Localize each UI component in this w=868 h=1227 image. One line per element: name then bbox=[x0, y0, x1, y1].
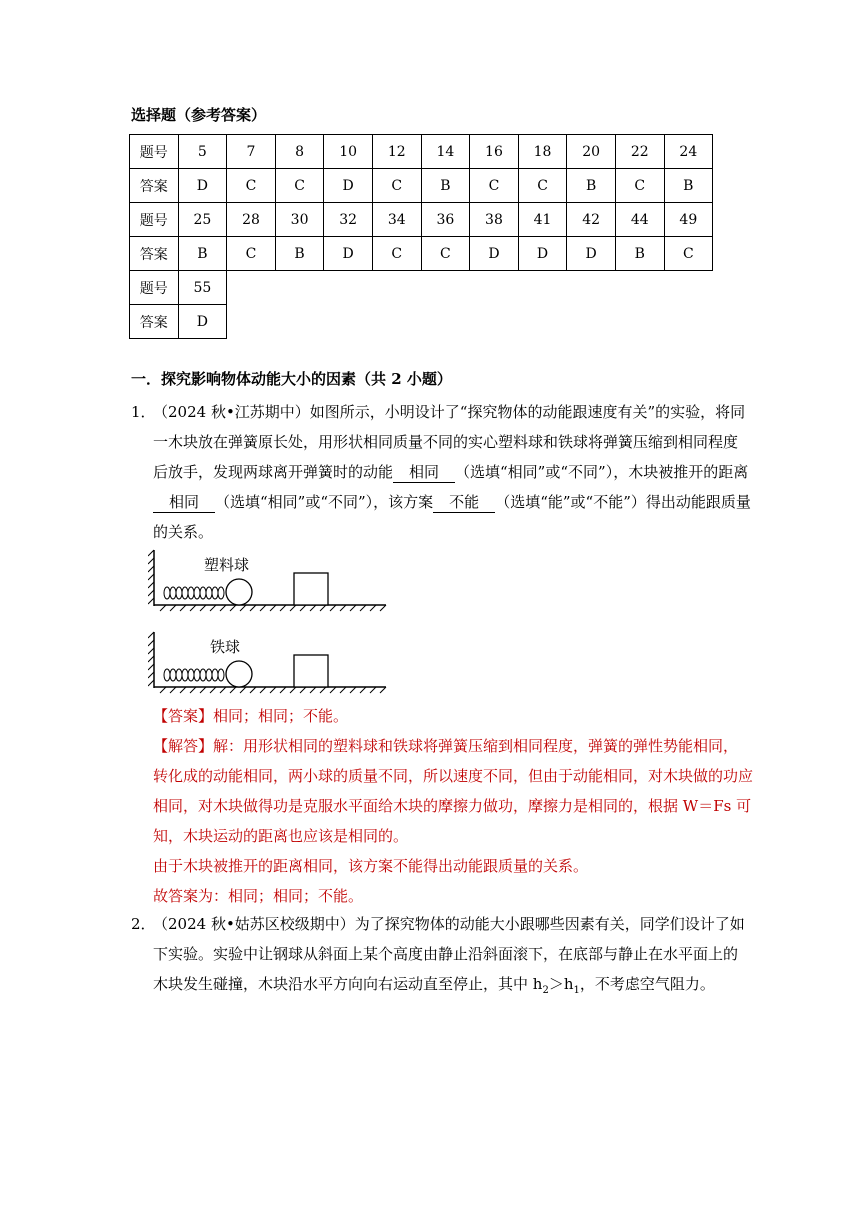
table-empty-cell bbox=[664, 271, 713, 305]
table-cell: 5 bbox=[178, 135, 227, 169]
table-empty-cell bbox=[615, 305, 664, 339]
table-cell: 题号 bbox=[130, 271, 179, 305]
table-cell: D bbox=[178, 169, 227, 203]
table-cell: D bbox=[324, 237, 373, 271]
solution-tag: 【解答】 bbox=[153, 737, 214, 755]
table-cell: B bbox=[615, 237, 664, 271]
table-empty-cell bbox=[275, 271, 324, 305]
table-empty-cell bbox=[518, 305, 567, 339]
table-empty-cell bbox=[372, 305, 421, 339]
table-cell: 42 bbox=[567, 203, 616, 237]
question-body: （2024 秋•江苏期中）如图所示，小明设计了“探究物体的动能跟速度有关”的实验，将同一木块放在弹簧原长处，用形状相同质量不同的实心塑料球和铁球将弹簧压缩到相同程度后放手，发现两球离开弹簧时的动能 相同 （选填“相同”或“不同”），木块被推开的距离相同 （选填“相同”或“不同”），该方案 不能 （选填“能”或“不能”）得出动能跟质量的关系。 bbox=[153, 403, 751, 541]
table-cell: B bbox=[421, 169, 470, 203]
table-empty-cell bbox=[227, 305, 276, 339]
table-row bbox=[130, 237, 713, 271]
table-cell: B bbox=[178, 237, 227, 271]
answer-text: 相同；相同；不能。 bbox=[213, 707, 349, 725]
answer-solution-block bbox=[153, 701, 753, 911]
table-cell: B bbox=[664, 169, 713, 203]
table-cell: 答案 bbox=[130, 305, 179, 339]
blank-2: 相同 bbox=[153, 492, 215, 513]
table-empty-cell bbox=[324, 305, 373, 339]
table-cell: 8 bbox=[275, 135, 324, 169]
question-body: （2024 秋•姑苏区校级期中）为了探究物体的动能大小跟哪些因素有关，同学们设计了如下实验。实验中让钢球从斜面上某个高度由静止沿斜面滚下，在底部与静止在水平面上的木块发生碰撞，木块沿水平方向向右运动直至停止，其中 $h_2>h_1$，不考虑空气阻力。 bbox=[153, 915, 745, 996]
table-cell: 10 bbox=[324, 135, 373, 169]
table-cell: C bbox=[421, 237, 470, 271]
table-cell: 7 bbox=[227, 135, 276, 169]
table-empty-cell bbox=[664, 305, 713, 339]
table-cell: B bbox=[567, 169, 616, 203]
table-row bbox=[130, 135, 713, 169]
table-cell: C bbox=[227, 169, 276, 203]
table-cell: 题号 bbox=[130, 135, 179, 169]
table-empty-cell bbox=[372, 271, 421, 305]
solution-line-3: 故答案为：相同；相同；不能。 bbox=[153, 887, 364, 905]
table-row bbox=[130, 305, 713, 339]
table-cell: B bbox=[275, 237, 324, 271]
table-row bbox=[130, 169, 713, 203]
table-cell: C bbox=[372, 237, 421, 271]
table-empty-cell bbox=[567, 305, 616, 339]
spring bbox=[164, 587, 224, 599]
wall-hatch bbox=[148, 550, 154, 604]
ground-hatch bbox=[160, 687, 386, 693]
table-cell: C bbox=[275, 169, 324, 203]
table-cell: 32 bbox=[324, 203, 373, 237]
table-cell: 28 bbox=[227, 203, 276, 237]
question-number: 2． bbox=[131, 915, 156, 933]
wood-block bbox=[294, 655, 328, 687]
table-cell: 答案 bbox=[130, 169, 179, 203]
table-cell: C bbox=[615, 169, 664, 203]
answer-line bbox=[153, 701, 753, 731]
figure-plastic-ball bbox=[148, 548, 388, 612]
table-cell: 25 bbox=[178, 203, 227, 237]
table-cell: 14 bbox=[421, 135, 470, 169]
table-cell: C bbox=[664, 237, 713, 271]
table-cell: 18 bbox=[518, 135, 567, 169]
question-number: 1． bbox=[131, 403, 156, 421]
figure-iron-ball bbox=[148, 630, 388, 694]
ground-hatch bbox=[160, 605, 386, 611]
table-cell: 题号 bbox=[130, 203, 179, 237]
table-cell: D bbox=[178, 305, 227, 339]
table-empty-cell bbox=[518, 271, 567, 305]
answer-table bbox=[129, 134, 713, 339]
table-empty-cell bbox=[227, 271, 276, 305]
table-cell: 55 bbox=[178, 271, 227, 305]
table-row bbox=[130, 203, 713, 237]
table-cell: 24 bbox=[664, 135, 713, 169]
table-cell: 20 bbox=[567, 135, 616, 169]
table-empty-cell bbox=[421, 305, 470, 339]
table-row bbox=[130, 271, 713, 305]
answer-tag: 【答案】 bbox=[153, 707, 214, 725]
label-plastic-ball: 塑料球 bbox=[204, 556, 250, 574]
question-1 bbox=[131, 397, 751, 547]
question-2 bbox=[131, 909, 751, 1006]
plastic-ball bbox=[226, 579, 252, 605]
table-cell: 38 bbox=[470, 203, 519, 237]
table-cell: 12 bbox=[372, 135, 421, 169]
wall-hatch bbox=[148, 632, 154, 686]
table-empty-cell bbox=[567, 271, 616, 305]
table-empty-cell bbox=[421, 271, 470, 305]
table-cell: D bbox=[470, 237, 519, 271]
table-cell: 答案 bbox=[130, 237, 179, 271]
iron-ball bbox=[226, 661, 252, 687]
table-cell: 30 bbox=[275, 203, 324, 237]
table-cell: D bbox=[518, 237, 567, 271]
label-iron-ball: 铁球 bbox=[210, 638, 241, 656]
table-cell: 34 bbox=[372, 203, 421, 237]
wood-block bbox=[294, 573, 328, 605]
table-cell: C bbox=[518, 169, 567, 203]
solution-text: 解：用形状相同的塑料球和铁球将弹簧压缩到相同程度，弹簧的弹性势能相同，转化成的动能相同，两小球的质量不同，所以速度不同，但由于动能相同，对木块做的功应相同，对木块做得功是克服水平面给木块的摩擦力做功，摩擦力是相同的，根据 W＝Fs 可知，木块运动的距离也应该是相同的。 bbox=[153, 737, 754, 845]
table-cell: 22 bbox=[615, 135, 664, 169]
solution-paragraph bbox=[153, 731, 753, 851]
table-empty-cell bbox=[470, 271, 519, 305]
table-cell: D bbox=[324, 169, 373, 203]
table-empty-cell bbox=[324, 271, 373, 305]
solution-line-2: 由于木块被推开的距离相同，该方案不能得出动能跟质量的关系。 bbox=[153, 857, 589, 875]
table-cell: C bbox=[372, 169, 421, 203]
table-cell: C bbox=[227, 237, 276, 271]
topic-heading: 一．探究影响物体动能大小的因素（共 2 小题） bbox=[131, 370, 452, 388]
blank-3: 不能 bbox=[433, 492, 495, 513]
table-empty-cell bbox=[615, 271, 664, 305]
table-cell: 16 bbox=[470, 135, 519, 169]
blank-1: 相同 bbox=[393, 462, 455, 483]
table-cell: 36 bbox=[421, 203, 470, 237]
table-cell: 44 bbox=[615, 203, 664, 237]
table-cell: 49 bbox=[664, 203, 713, 237]
table-empty-cell bbox=[275, 305, 324, 339]
table-empty-cell bbox=[470, 305, 519, 339]
table-cell: D bbox=[567, 237, 616, 271]
section-title: 选择题（参考答案） bbox=[131, 106, 267, 124]
table-cell: 41 bbox=[518, 203, 567, 237]
spring bbox=[164, 669, 224, 681]
table-cell: C bbox=[470, 169, 519, 203]
